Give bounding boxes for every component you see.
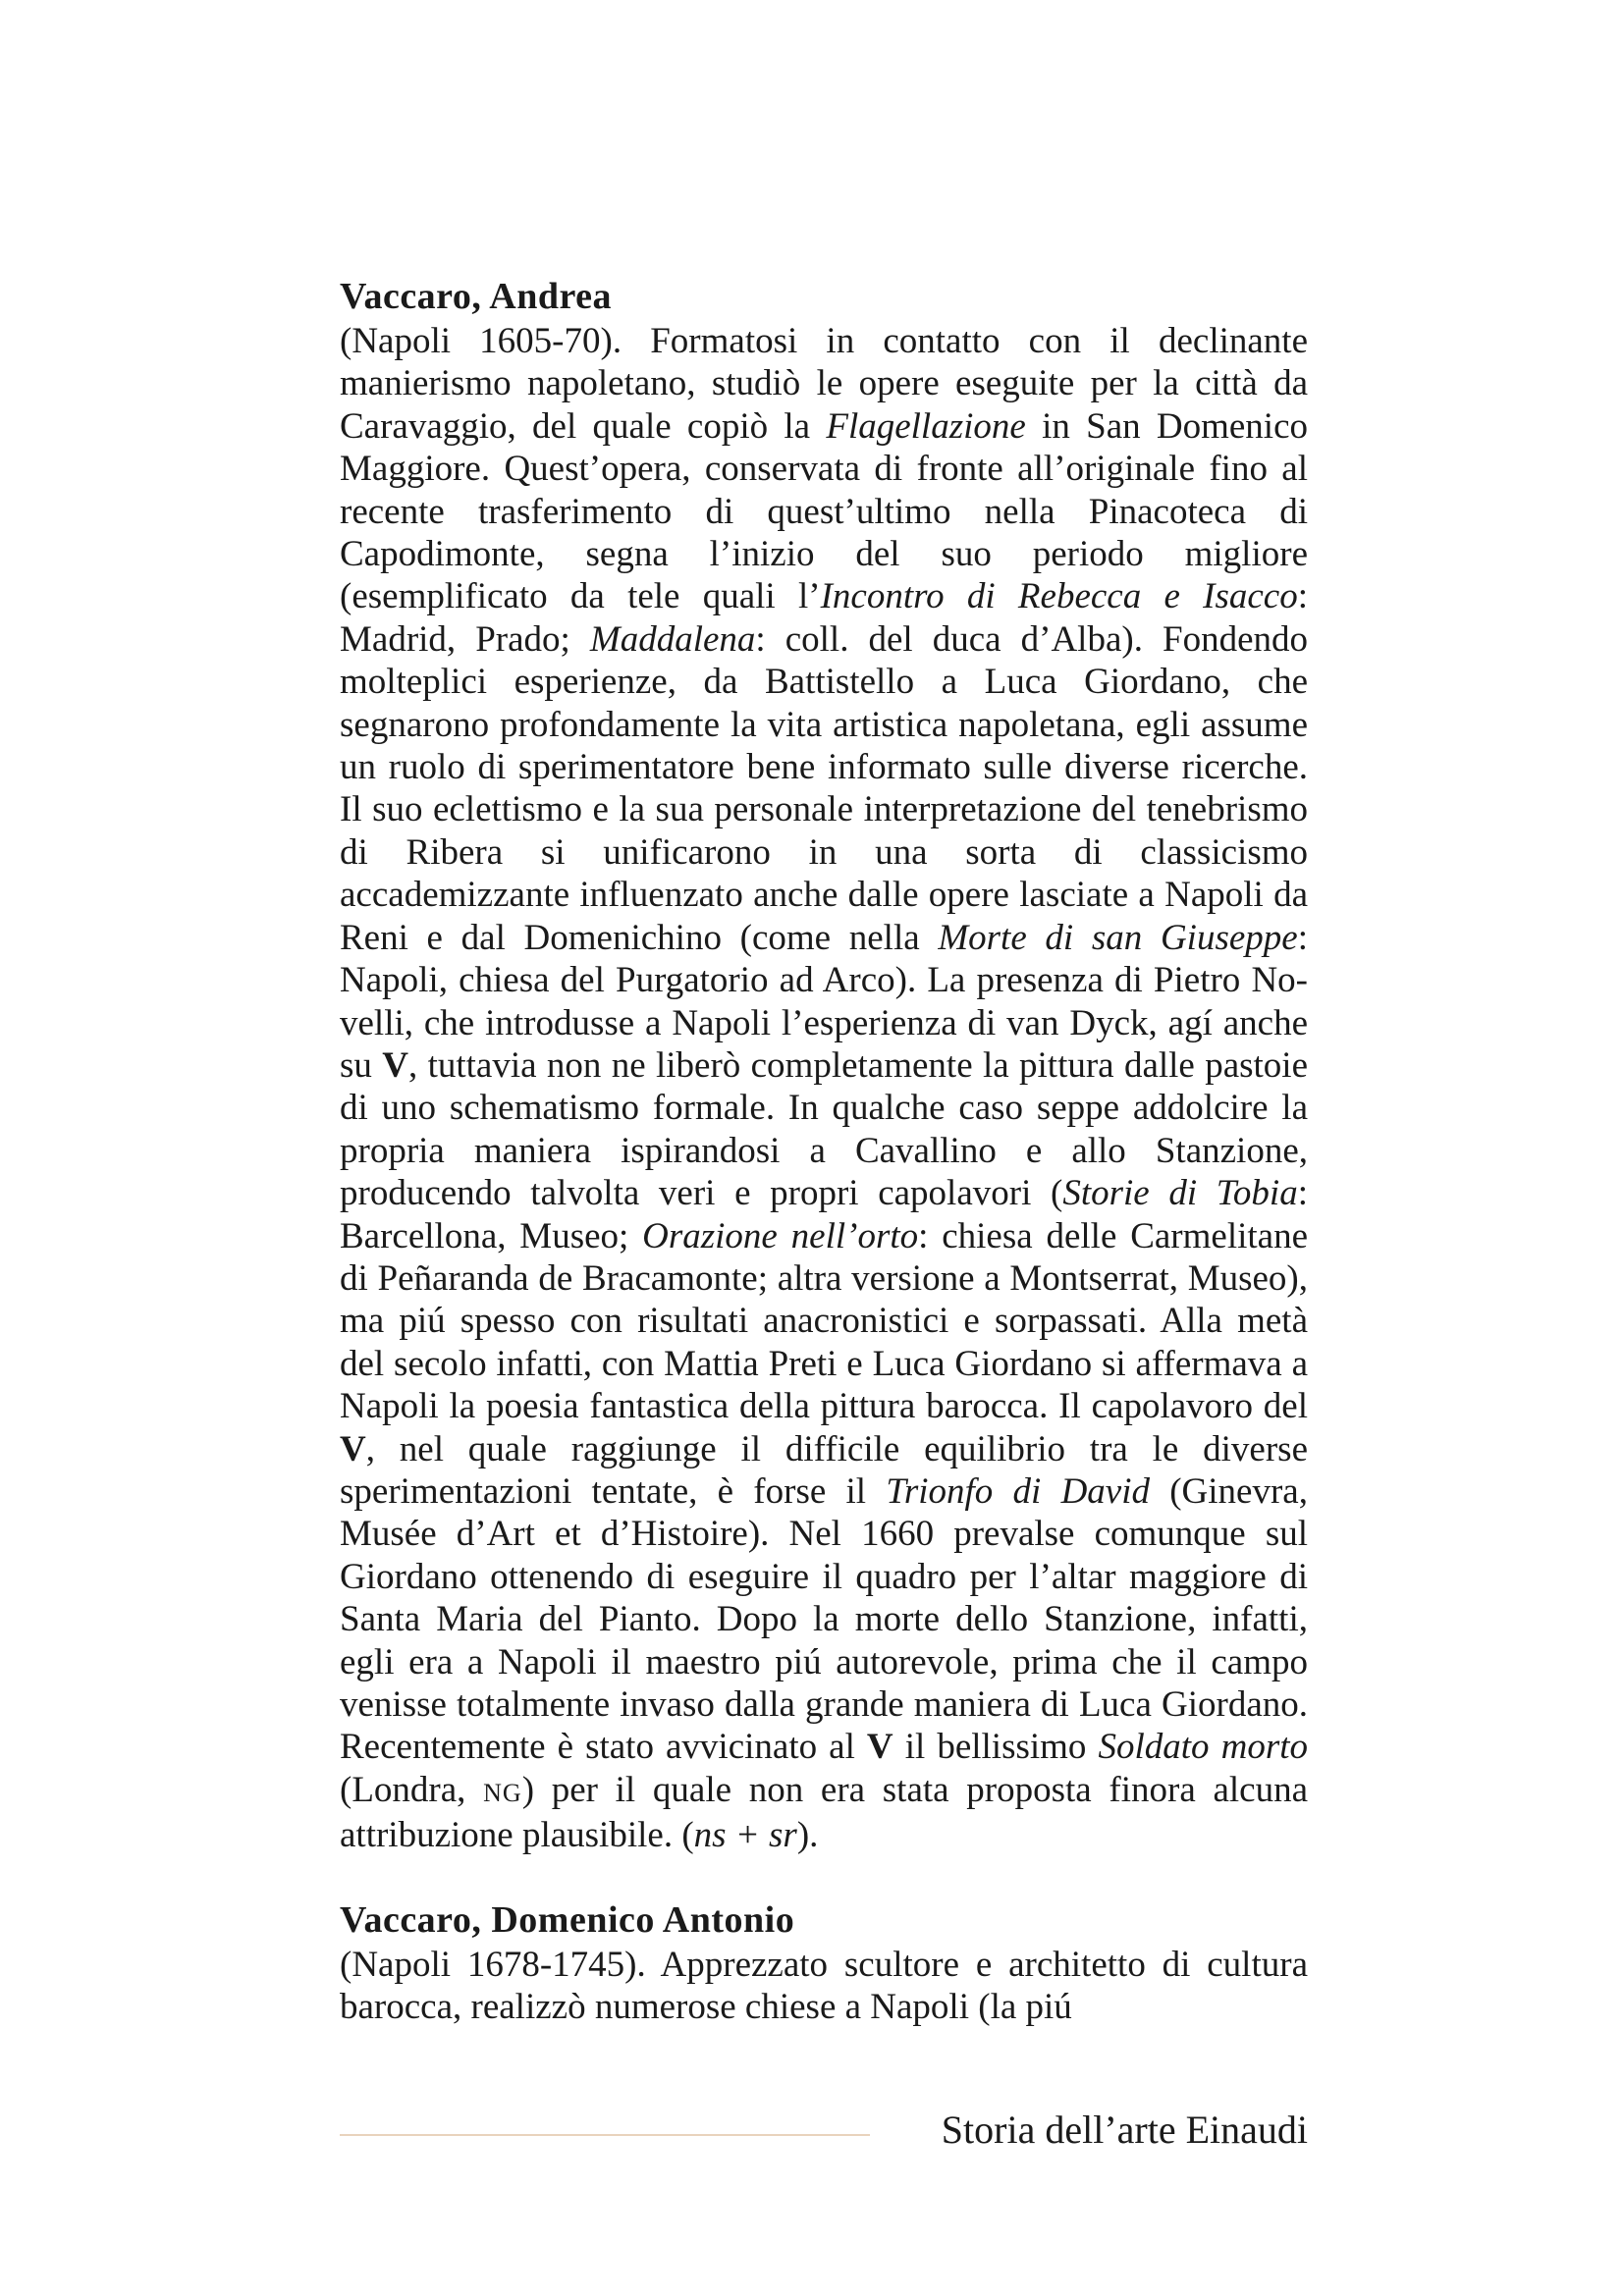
italic-run: ns + sr bbox=[693, 1815, 797, 1856]
footer-title: Storia dell’arte Einaudi bbox=[941, 2108, 1308, 2152]
italic-run: Maddalena bbox=[589, 618, 756, 660]
text-run: (Londra, bbox=[340, 1769, 484, 1810]
footer-rule bbox=[340, 2134, 870, 2136]
entry-spacer bbox=[340, 1857, 1308, 1898]
italic-run: Morte di san Giuseppe bbox=[938, 917, 1298, 958]
text-run: il bellissimo bbox=[893, 1727, 1099, 1768]
entry-body bbox=[340, 1944, 1308, 2029]
italic-run: Trionfo di David bbox=[886, 1470, 1150, 1512]
text-run: (Napoli 1605-70). Formatosi in contatto con il declinante manierismo napoletano, studiò le opere eseguite per la città da Caravaggio, del quale copiò la bbox=[340, 321, 1308, 447]
text-run: : Napoli, chiesa del Purgatorio ad Arco). La presenza di Pietro Novelli, che introdusse a Napoli l’esperienza di van Dyck, agí anche su bbox=[340, 917, 1308, 1086]
entry-vaccaro-domenico-antonio bbox=[340, 1898, 1308, 2029]
italic-run: Incontro di Rebecca e Isacco bbox=[820, 576, 1298, 617]
italic-run: Flagellazione bbox=[826, 405, 1026, 447]
bold-run: V bbox=[340, 1428, 366, 1469]
entry-body bbox=[340, 320, 1308, 1857]
entry-vaccaro-andrea bbox=[340, 275, 1308, 1857]
text-run: in San Domenico Maggiore. Quest’opera, conservata di fronte all’originale fino al recente trasferimento di quest’ultimo nella Pinacoteca di Capodimonte, segna l’inizio del suo periodo migliore (esemplificato da tele quali l’ bbox=[340, 405, 1309, 617]
italic-run: Orazione nell’orto bbox=[642, 1215, 919, 1256]
smallcaps-run: NG bbox=[483, 1778, 522, 1807]
text-run: , nel quale raggiunge il difficile equilibrio tra le diverse sperimentazioni tentate, è forse il bbox=[340, 1428, 1308, 1512]
entry-heading: Vaccaro, Domenico Antonio bbox=[340, 1898, 795, 1941]
text-run: : Madrid, Prado; bbox=[340, 576, 1308, 660]
entry-heading: Vaccaro, Andrea bbox=[340, 276, 613, 317]
page-footer bbox=[340, 2107, 1308, 2156]
text-run: : Barcellona, Museo; bbox=[340, 1173, 1308, 1256]
bold-run: V bbox=[866, 1727, 893, 1768]
text-run: ). bbox=[796, 1815, 819, 1856]
page-content bbox=[340, 275, 1308, 2028]
text-run: , tuttavia non ne liberò completamente la pittura dalle pastoie di uno schematismo formale. In qualche caso seppe addolcire la propria maniera ispirandosi a Cavallino e allo Stanzione, producendo talvolta veri e propri capolavori ( bbox=[340, 1044, 1308, 1214]
text-run: ) per il quale non era stata proposta finora alcuna attribuzione plausibile. ( bbox=[340, 1769, 1308, 1856]
italic-run: Storie di Tobia bbox=[1062, 1173, 1298, 1214]
text-run: (Napoli 1678-1745). Apprezzato scultore e architetto di cultura barocca, realizzò numerose chiese a Napoli (la piú bbox=[340, 1944, 1308, 2028]
bold-run: V bbox=[382, 1044, 408, 1086]
text-run: : chiesa delle Carmelitane di Peñaranda de Bracamonte; altra versione a Montserrat, Museo), ma piú spesso con risultati anacronistici e sorpassati. Alla metà del secolo infatti, con Mattia Preti e Luca Giordano si affermava a Napoli la poesia fantastica della pittura barocca. Il capolavoro del bbox=[340, 1215, 1309, 1427]
italic-run: Soldato morto bbox=[1098, 1727, 1308, 1768]
text-run: : coll. del duca d’Alba). Fondendo molteplici esperienze, da Battistello a Luca Giordano, che segnarono profondamente la vita artistica napoletana, egli assume un ruolo di sperimentatore bene informato sulle diverse ricerche. Il suo eclettismo e la sua personale interpretazione del tenebrismo di Ribera si unificarono in una sorta di classicismo accademizzante influenzato anche dalle opere lasciate a Napoli da Reni e dal Domenichino (come nella bbox=[340, 618, 1309, 958]
text-run: (Ginevra, Musée d’Art et d’Histoire). Nel 1660 prevalse comunque sul Giordano ottenendo di eseguire il quadro per l’altar maggiore di Santa Maria del Pianto. Dopo la morte dello Stanzione, infatti, egli era a Napoli il maestro piú autorevole, prima che il campo venisse totalmente invaso dalla grande maniera di Luca Giordano. Recentemente è stato avvicinato al bbox=[340, 1470, 1308, 1768]
